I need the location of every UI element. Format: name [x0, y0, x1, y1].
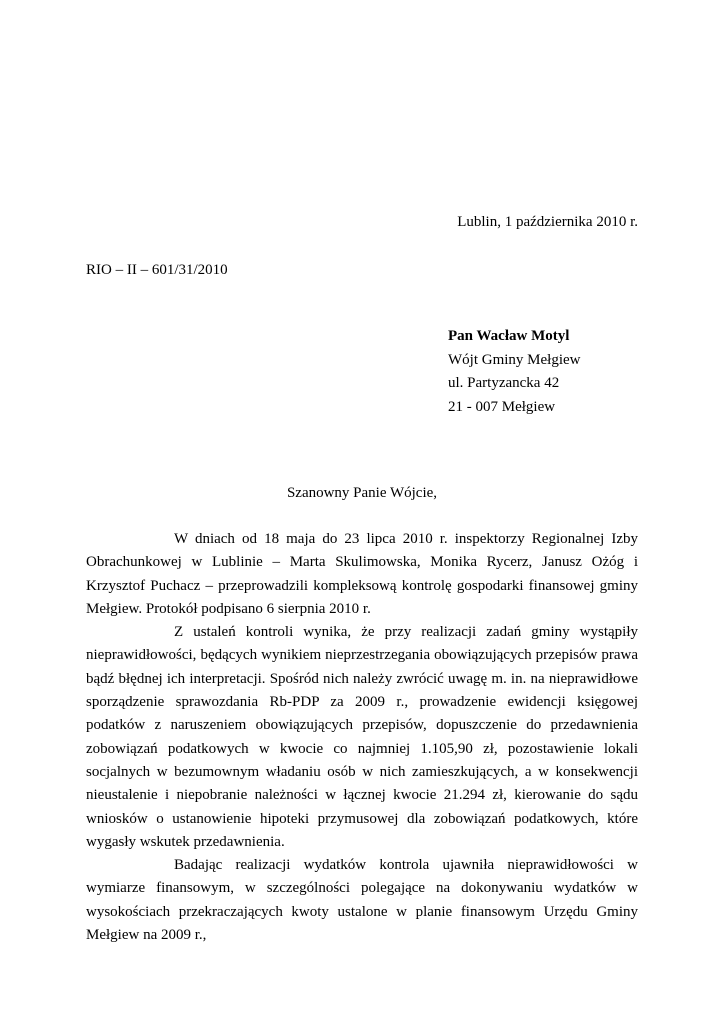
salutation: Szanowny Panie Wójcie,	[286, 485, 438, 501]
recipient-name: Pan Wacław Motyl	[448, 328, 570, 344]
recipient-address-block	[448, 325, 580, 419]
reference-number: RIO – II – 601/31/2010	[86, 262, 228, 278]
recipient-city: 21 - 007 Mełgiew	[448, 398, 556, 415]
recipient-street: ul. Partyzancka 42	[448, 375, 560, 391]
letter-body	[86, 528, 638, 947]
body-paragraph-3: Badając realizacji wydatków kontrola ujawniła nieprawidłowości w wymiarze finansowym, w szczególności polegające na dokonywaniu wydatków w wysokościach przekraczających kwoty ustalone w planie finansowym Urzędu Gminy Mełgiew na 2009 r.,	[86, 857, 638, 944]
recipient-title: Wójt Gminy Mełgiew	[448, 351, 581, 368]
letter-date: Lublin, 1 października 2010 r.	[457, 214, 638, 230]
body-paragraph-1: W dniach od 18 maja do 23 lipca 2010 r. inspektorzy Regionalnej Izby Obrachunkowej w Lublinie – Marta Skulimowska, Monika Rycerz, Janusz Ożóg i Krzysztof Puchacz – przeprowadzili kompleksową kontrolę gospodarki finansowej gminy Mełgiew. Protokół podpisano 6 sierpnia 2010 r.	[86, 531, 638, 617]
body-paragraph-2: Z ustaleń kontroli wynika, że przy realizacji zadań gminy wystąpiły nieprawidłowości, będących wynikiem nieprzestrzegania obowiązujących przepisów prawa bądź błędnej ich interpretacji. Spośród nich należy zwrócić uwagę m. in. na nieprawidłowe sporządzenie sprawozdania Rb-PDP za 2009 r., prowadzenie ewidencji księgowej podatków z naruszeniem obowiązujących przepisów, dopuszczenie do przedawnienia zobowiązań podatkowych w kwocie co najmniej 1.105,90 zł, pozostawienie lokali socjalnych w bezumownym władaniu osób w nich zamieszkujących, a w konsekwencji nieustalenie i niepobranie należności w łącznej kwocie 21.294 zł, kierowanie do sądu wniosków o ustanowienie hipoteki przymusowej dla zobowiązań podatkowych, które wygasły wskutek przedawnienia.	[86, 624, 638, 850]
